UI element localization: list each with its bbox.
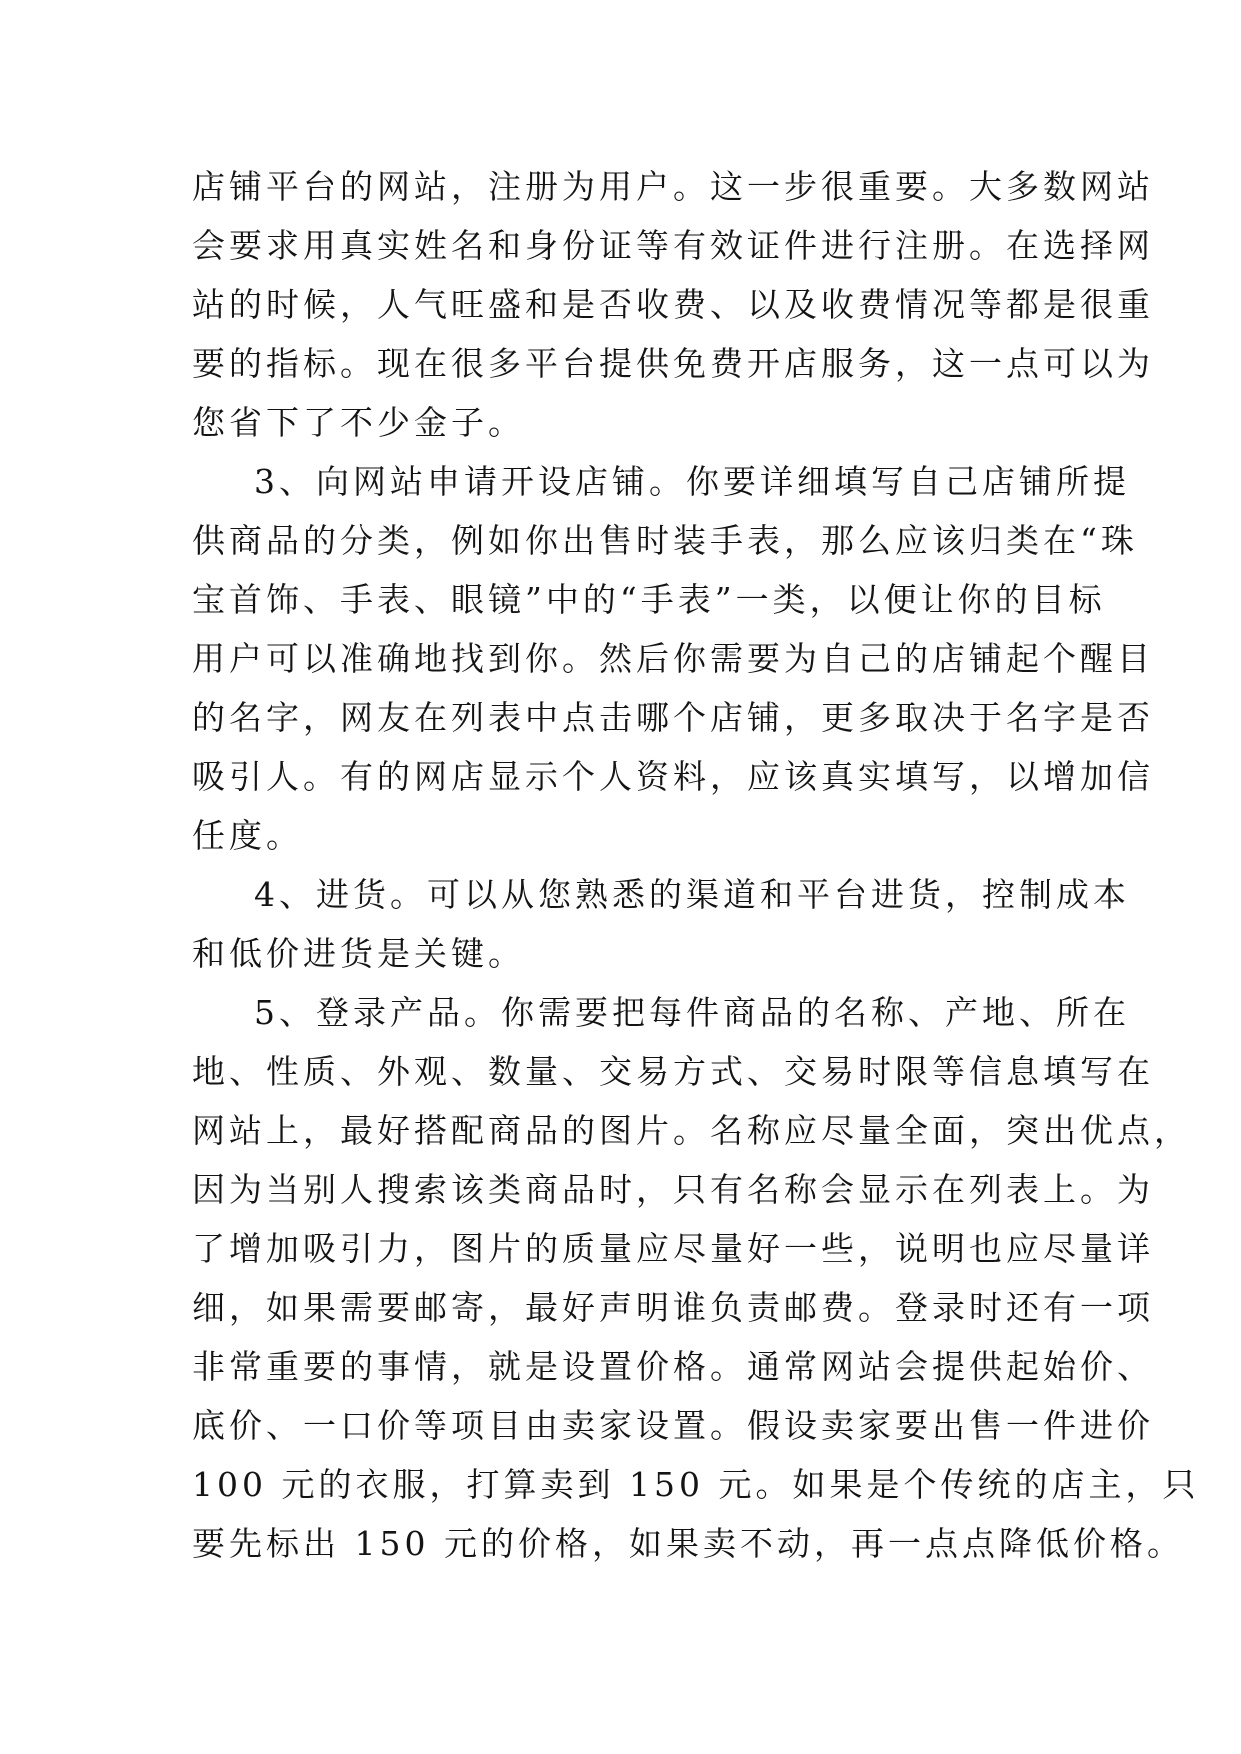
text-line: 网站上，最好搭配商品的图片。名称应尽量全面，突出优点， (192, 1111, 1191, 1150)
paragraph-step-4 (192, 865, 1130, 983)
paragraph-step-3 (192, 452, 1154, 865)
text-line: 供商品的分类，例如你出售时装手表，那么应该归类在“珠 (192, 521, 1138, 560)
text-line: 底价、一口价等项目由卖家设置。假设卖家要出售一件进价 (192, 1406, 1154, 1445)
paragraph-step-5 (192, 983, 1200, 1573)
text-line: 3、向网站申请开设店铺。你要详细填写自己店铺所提 (254, 462, 1130, 501)
text-line: 站的时候，人气旺盛和是否收费、以及收费情况等都是很重 (192, 285, 1154, 324)
text-line: 了增加吸引力，图片的质量应尽量好一些，说明也应尽量详 (192, 1229, 1154, 1268)
paragraph-registration (192, 157, 1154, 452)
text-line: 店铺平台的网站，注册为用户。这一步很重要。大多数网站 (192, 167, 1154, 206)
text-line: 5、登录产品。你需要把每件商品的名称、产地、所在 (254, 993, 1130, 1032)
text-line: 任度。 (192, 816, 303, 855)
text-line: 地、性质、外观、数量、交易方式、交易时限等信息填写在 (192, 1052, 1154, 1091)
text-line: 要的指标。现在很多平台提供免费开店服务，这一点可以为 (192, 344, 1154, 383)
text-line: 用户可以准确地找到你。然后你需要为自己的店铺起个醒目 (192, 639, 1154, 678)
text-line: 因为当别人搜索该类商品时，只有名称会显示在列表上。为 (192, 1170, 1154, 1209)
text-line: 宝首饰、手表、眼镜”中的“手表”一类，以便让你的目标 (192, 580, 1106, 619)
text-line: 您省下了不少金子。 (192, 403, 525, 442)
text-line: 非常重要的事情，就是设置价格。通常网站会提供起始价、 (192, 1347, 1154, 1386)
text-line: 会要求用真实姓名和身份证等有效证件进行注册。在选择网 (192, 226, 1154, 265)
text-line: 100 元的衣服，打算卖到 150 元。如果是个传统的店主，只 (192, 1465, 1200, 1504)
text-line: 吸引人。有的网店显示个人资料，应该真实填写，以增加信 (192, 757, 1154, 796)
text-line: 和低价进货是关键。 (192, 934, 525, 973)
text-line: 要先标出 150 元的价格，如果卖不动，再一点点降低价格。 (192, 1524, 1184, 1563)
text-line: 细，如果需要邮寄，最好声明谁负责邮费。登录时还有一项 (192, 1288, 1154, 1327)
body-text (192, 157, 1200, 1573)
text-line: 4、进货。可以从您熟悉的渠道和平台进货，控制成本 (254, 875, 1130, 914)
text-line: 的名字，网友在列表中点击哪个店铺，更多取决于名字是否 (192, 698, 1154, 737)
